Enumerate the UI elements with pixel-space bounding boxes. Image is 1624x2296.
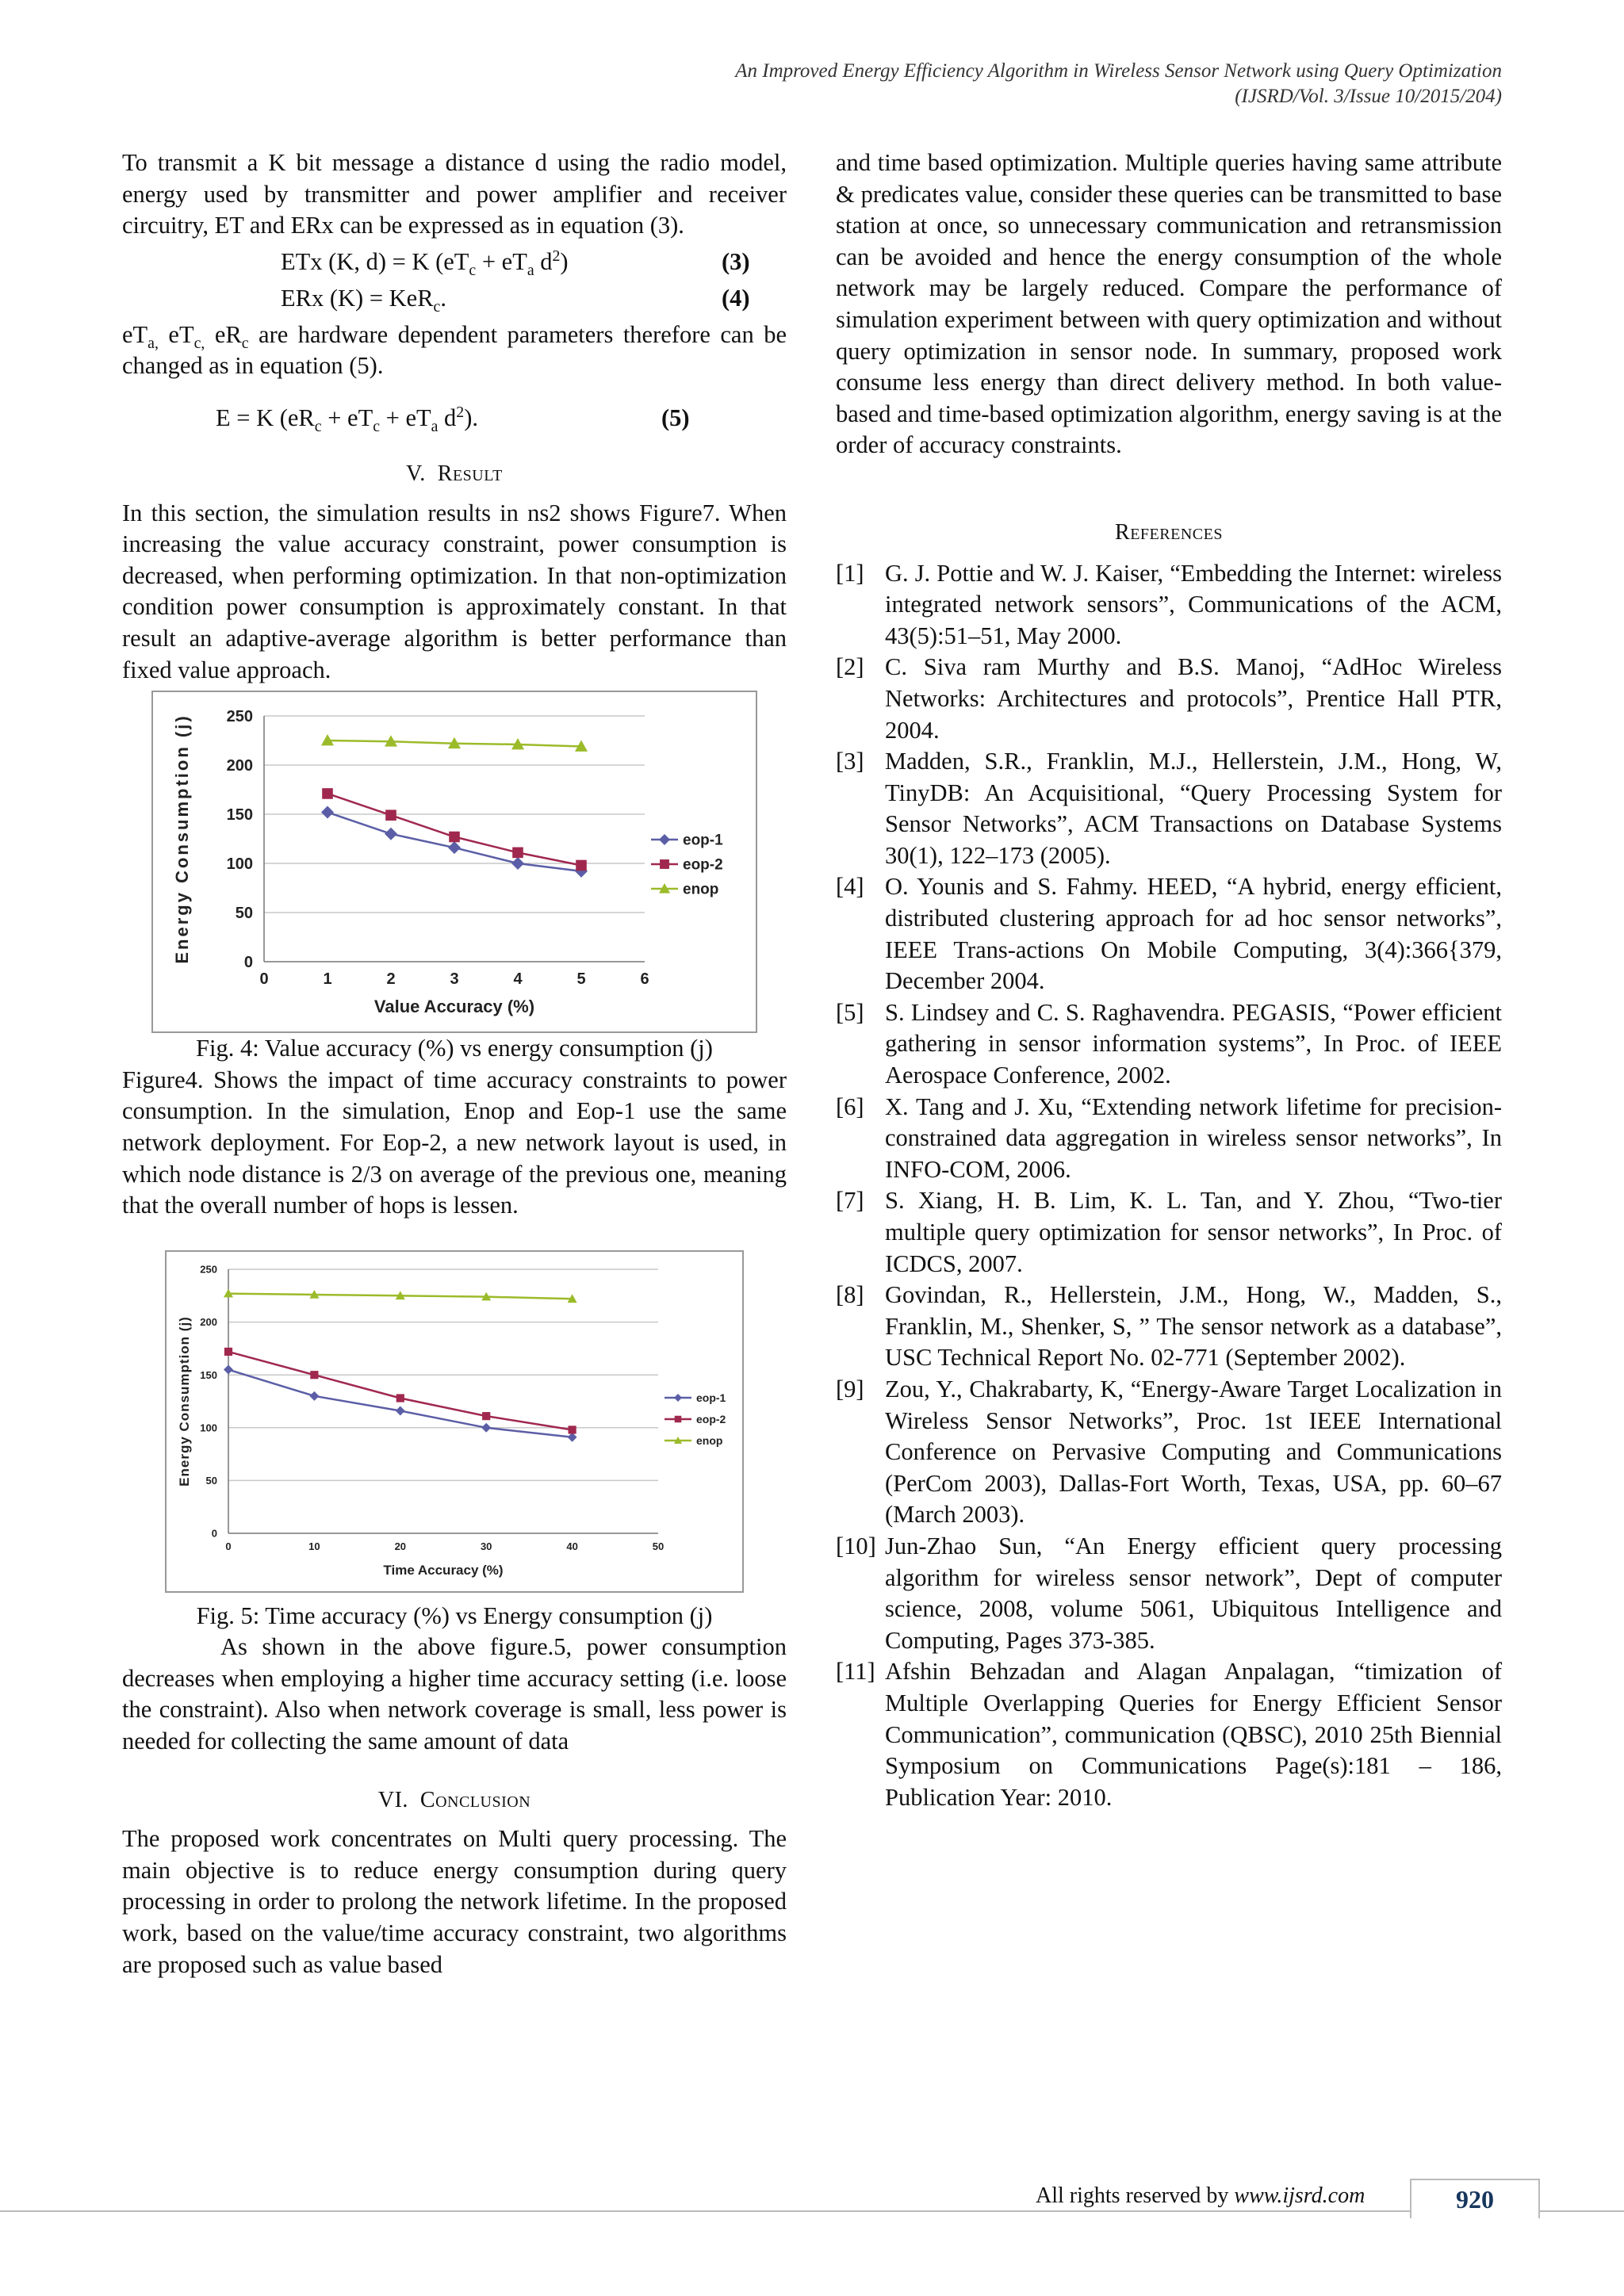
equation-5-body: E = K ($eR_c + eT_c + eT_a$ $d^2$). [216,403,478,436]
data-point [396,1406,405,1415]
x-tick-label: 2 [386,970,396,989]
data-point [309,1391,319,1401]
figure-4-paragraph: Figure4. Shows the impact of time accuracy constraints to power consumption. In the simulation, Enop and Eop-1 use the same network deployment. For Eop-2, a new network layout is used, in which node distance is 2/3 on average of the previous one, meaning that the overall number of hops is lessen. [122,1066,787,1219]
section-5-number: V. [406,461,426,486]
y-tick-label: 150 [200,1368,217,1381]
result-paragraph: In this section, the simulation results in ns2 shows Figure7. When increasing the value accuracy constraint, power consumption is decreased, when performing optimization. In that non-optimization condition power consumption is approximately constant. In that result an adaptive-average algorithm is better performance than fixed value approach. [122,499,787,683]
y-tick-label: 50 [205,1474,217,1487]
reference-text: Jun-Zhao Sun, “An Energy efficient query processing algorithm for wireless sensor network”, Dept of computer science, 2008, volume 5061, Ubiquitous Intelligence and Computing, Pages 373-385. [885,1532,1502,1654]
y-axis-label: Energy Consumption (j) [172,714,192,964]
footer-rights [1036,2183,1365,2209]
legend-label: eop-1 [683,832,723,849]
legend-label: eop-2 [696,1412,726,1425]
legend-label: eop-1 [696,1391,726,1404]
data-point [449,832,460,843]
data-point [448,841,461,854]
y-tick-label: 200 [226,757,253,775]
data-point [396,1394,404,1402]
reference-text: S. Lindsey and C. S. Raghavendra. PEGASIS, “Power efficient gathering in sensor information systems”, In Proc. of IEEE Aerospace Conference, 2002. [885,998,1502,1089]
reference-text: Zou, Y., Chakrabarty, K, “Energy-Aware Target Localization in Wireless Sensor Networks”, Proc. 1st IEEE International Conference on Pervasive Computing and Communications (PerCom 2003), Dallas-Fort Worth, Texas, USA, pp. 60–67 (March 2003). [885,1375,1502,1529]
x-axis-label: Time Accuracy (%) [383,1562,504,1578]
reference-text: Madden, S.R., Franklin, M.J., Hellerstein, J.M., Hong, W, TinyDB: An Acquisitional, “Query Processing System for Sensor Networks”, ACM Transactions on Database Systems 30(1), 122–173 (2005). [885,748,1502,869]
params-text: are hardware dependent parameters therefore can be changed as in equation (5). [122,320,787,380]
series-line-eop-1 [228,1369,573,1437]
right-column [836,147,1502,1813]
x-tick-label: 10 [308,1540,320,1552]
data-point [482,1412,490,1420]
references-heading: References [1115,519,1223,545]
legend-marker [675,1415,682,1422]
page-number: 920 [1410,2179,1540,2218]
x-tick-label: 1 [323,970,332,989]
section-5-heading [122,458,787,490]
y-tick-label: 200 [200,1315,217,1328]
reference-number: [3] [836,748,864,775]
data-point [224,1347,232,1355]
reference-text: O. Younis and S. Fahmy. HEED, “A hybrid, energy efficient, distributed clustering approach for ad hoc sensor networks”, IEEE Trans-actions On Mobile Computing, 3(4):366{379, December 2004. [885,873,1502,995]
params-paragraph: $eT_{a,}$ $eT_{c,}$ $eR_c$ are hardware dependent parameters therefore can be changed as in equation (5). [122,320,787,380]
equation-3-number: (3) [722,247,750,275]
reference-item [836,1531,1502,1656]
footer-site-link[interactable]: www.ijsrd.com [1234,2183,1365,2208]
legend-marker [659,834,670,845]
series-line-eop-2 [228,1352,573,1430]
data-point [385,810,396,821]
legend-label: enop [683,881,719,898]
legend-label: enop [696,1433,723,1447]
x-tick-label: 50 [652,1540,665,1552]
x-tick-label: 40 [566,1540,578,1552]
reference-item [836,558,1502,652]
y-tick-label: 50 [235,905,253,923]
y-tick-label: 0 [211,1527,217,1540]
reference-number: [6] [836,1093,864,1120]
y-tick-label: 150 [226,806,253,825]
x-tick-label: 5 [576,970,586,989]
section-5-title: Result [437,461,503,486]
equation-5-number: (5) [661,404,690,431]
equation-4-number: (4) [722,284,750,312]
conclusion-paragraph: The proposed work concentrates on Multi query processing. The main objective is to reduce energy consumption during query processing in order to prolong the network lifetime. In the proposed work, based on the value/time accuracy constraint, two algorithms are proposed such as value based [122,1825,787,1978]
section-6-number: VI. [377,1787,408,1812]
x-tick-label: 30 [480,1540,492,1552]
x-tick-label: 20 [394,1540,407,1552]
reference-text: Govindan, R., Hellerstein, J.M., Hong, W., Madden, S., Franklin, M., Shenker, S, ” The sensor network as a database”, USC Technical Report No. 02-771 (September 2002). [885,1281,1502,1372]
intro-paragraph: To transmit a K bit message a distance d using the radio model, energy used by transmitter and power amplifier and receiver circuitry, ET and ERx can be expressed as in equation (3). [122,149,787,239]
data-point [322,788,333,799]
reference-number: [10] [836,1532,876,1559]
equation-4-body: ERx (K) = KeR$_c$. [281,284,446,316]
data-point [321,806,334,819]
reference-item [836,652,1502,746]
y-axis-label: Energy Consumption (j) [177,1315,192,1487]
reference-item [836,871,1502,997]
data-point [568,1432,577,1441]
reference-number: [4] [836,873,864,901]
reference-number: [2] [836,653,864,681]
reference-number: [7] [836,1187,864,1215]
page-footer [0,2179,1624,2229]
figure-4-svg [153,692,756,1031]
data-point [310,1371,318,1379]
equation-3 [122,247,787,278]
equation-3-body: ETx (K, d) = K ($eT_c + eT_a$ $d^2$) [281,247,569,279]
legend-marker [674,1394,682,1402]
y-tick-label: 250 [226,708,253,726]
y-tick-label: 100 [226,855,253,874]
footer-rights-text: All rights reserved by [1036,2183,1229,2208]
reference-text: G. J. Pottie and W. J. Kaiser, “Embedding the Internet: wireless integrated network sensors”, Communications of the ACM, 43(5):51–51, May 2000. [885,559,1502,649]
series-line-eop-2 [327,794,581,866]
continuation-paragraph: and time based optimization. Multiple queries having same attribute & predicates value, consider these queries can be transmitted to base station at once, so unnecessary communication and retransmission can be avoided and hence the energy consumption of the whole network may be largely reduced. Compare the performance of simulation experiment between with query optimization and without query optimization in sensor node. In summary, proposed work consume less energy than direct delivery method. In both value-based and time-based optimization algorithm, energy saving is at the order of accuracy constraints. [836,149,1502,459]
reference-list [836,558,1502,1814]
y-tick-label: 250 [200,1263,217,1276]
reference-item [836,997,1502,1092]
section-6-title: Conclusion [419,1787,531,1812]
y-tick-label: 0 [243,954,253,972]
x-tick-label: 0 [225,1540,232,1552]
reference-text: S. Xiang, H. B. Lim, K. L. Tan, and Y. Zhou, “Two-tier multiple query optimization for sensor networks”, In Proc. of ICDCS, 2007. [885,1187,1502,1277]
running-header [735,59,1502,109]
x-tick-label: 4 [513,970,523,989]
reference-text: C. Siva ram Murthy and B.S. Manoj, “AdHoc Wireless Networks: Architectures and protocols”, Prentice Hall PTR, 2004. [885,653,1502,744]
reference-number: [5] [836,998,864,1026]
figure-4-chart [151,691,757,1033]
left-column [122,147,787,1980]
data-point [224,1364,233,1374]
reference-number: [11] [836,1658,875,1686]
figure-5-svg [167,1252,742,1591]
data-point [511,857,524,870]
figure-4-caption: Fig. 4: Value accuracy (%) vs energy consumption (j) [196,1035,713,1062]
data-point [512,848,523,859]
reference-text: X. Tang and J. Xu, “Extending network lifetime for precision- constrained data aggregation in wireless sensor networks”, In INFO-COM, 2006. [885,1093,1502,1183]
equation-4 [122,283,787,315]
data-point [481,1422,491,1432]
y-tick-label: 100 [200,1422,217,1434]
reference-number: [1] [836,559,864,587]
reference-number: [9] [836,1375,864,1402]
figure-5-caption: Fig. 5: Time accuracy (%) vs Energy consumption (j) [196,1601,713,1629]
reference-item [836,746,1502,871]
header-volume: (IJSRD/Vol. 3/Issue 10/2015/204) [1235,86,1502,107]
reference-item [836,1092,1502,1186]
reference-item [836,1656,1502,1813]
reference-text: Afshin Behzadan and Alagan Anpalagan, “timization of Multiple Overlapping Queries for Energy Efficient Sensor Communication”, communication (QBSC), 2010 25th Biennial Symposium on Communications Page(s):181 – 186, Publication Year: 2010. [885,1658,1502,1811]
reference-number: [8] [836,1281,864,1309]
section-6-heading [122,1785,787,1816]
x-tick-label: 6 [640,970,649,989]
legend-marker [660,859,669,869]
footer-rule-right [1539,2210,1624,2212]
reference-item [836,1185,1502,1280]
data-point [569,1425,576,1433]
data-point [385,828,397,840]
footer-rule [0,2210,1410,2212]
figure-5-paragraph: As shown in the above figure.5, power consumption decreases when employing a higher time accuracy setting (i.e. loose the constraint). Also when network coverage is small, less power is needed for collecting the same amount of data [122,1633,787,1755]
equation-5 [122,403,787,434]
x-tick-label: 3 [450,970,459,989]
x-axis-label: Value Accuracy (%) [373,997,535,1017]
figure-5-chart [165,1250,744,1593]
x-tick-label: 0 [259,970,269,989]
header-title: An Improved Energy Efficiency Algorithm in Wireless Sensor Network using Query Optimization [735,60,1502,82]
reference-item [836,1374,1502,1531]
reference-item [836,1280,1502,1374]
data-point [576,860,587,871]
legend-label: eop-2 [683,856,723,874]
